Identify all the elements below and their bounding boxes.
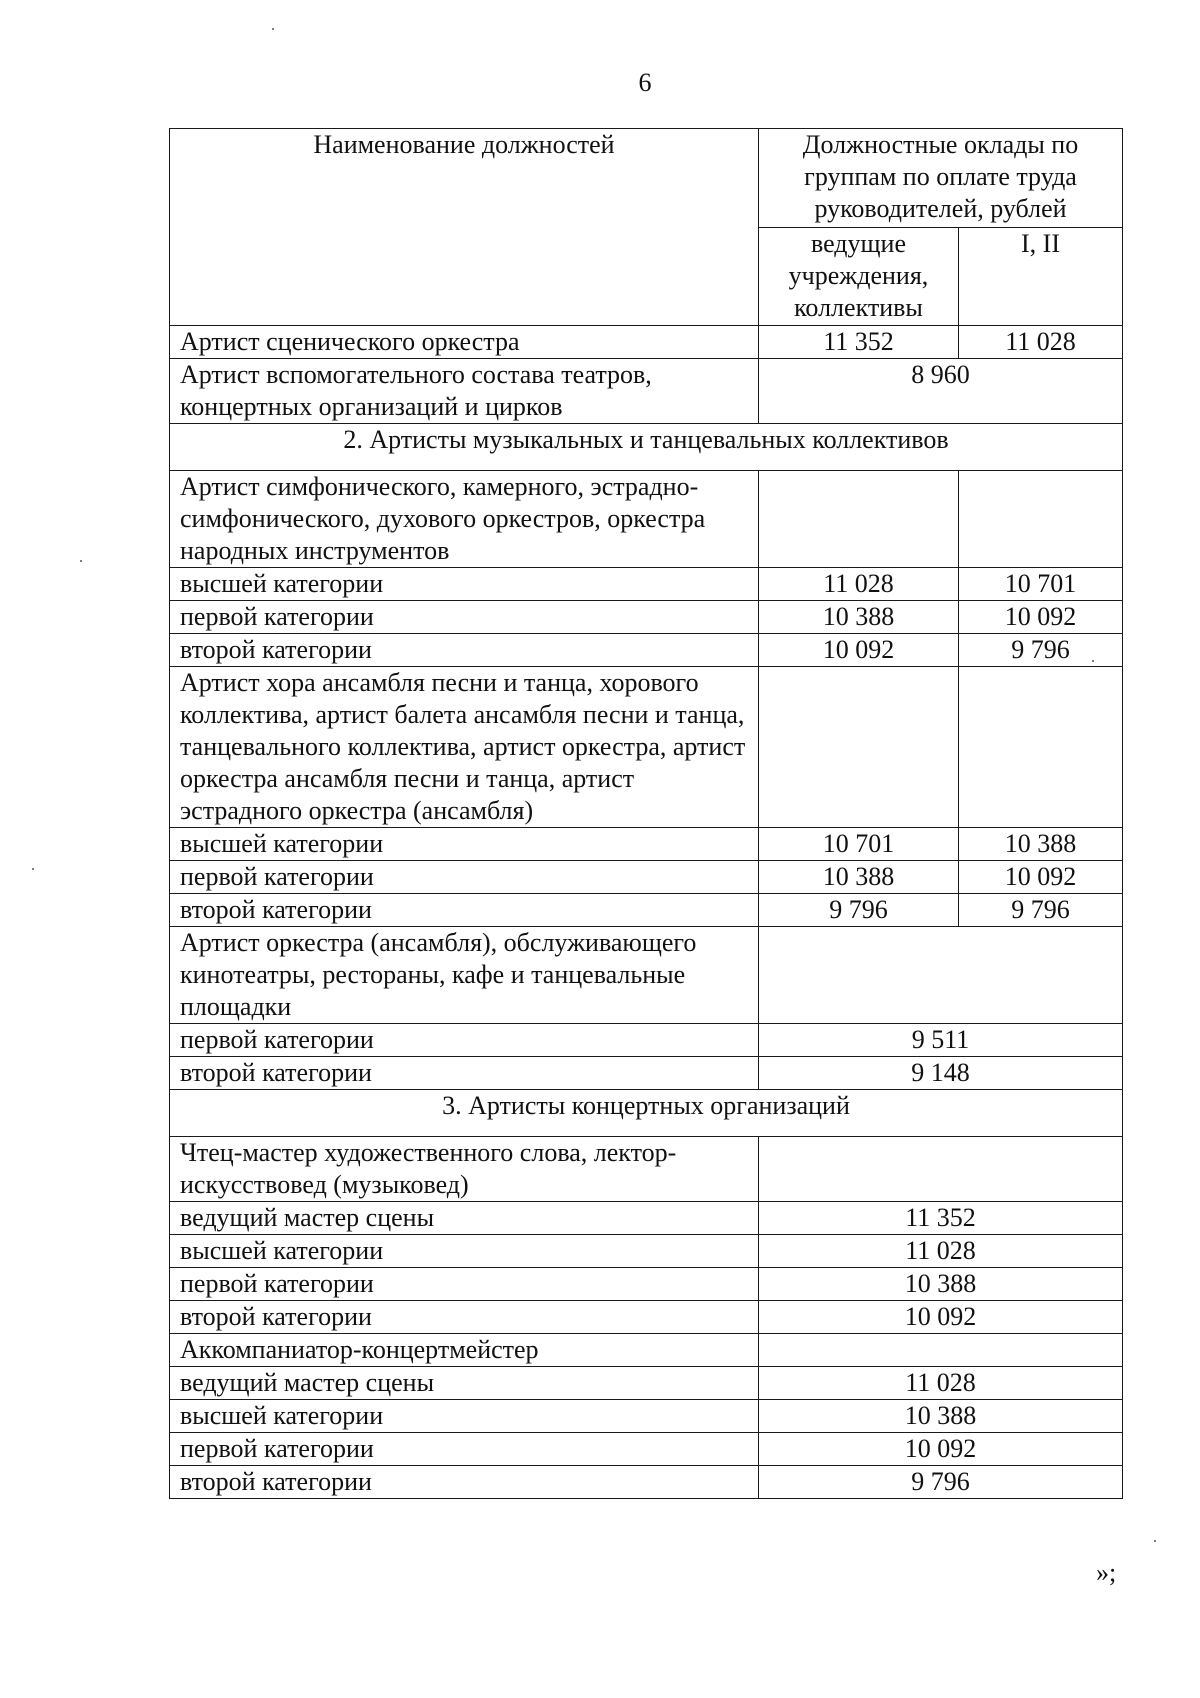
row-value-group: 10 092: [959, 861, 1123, 894]
row-value-group: 9 796: [959, 634, 1123, 667]
row-value-leading: 10 701: [759, 828, 959, 861]
row-value-group: 10 388: [959, 828, 1123, 861]
row-label: ведущий мастер сцены: [170, 1367, 759, 1400]
row-value-group: 10 701: [959, 568, 1123, 601]
empty-cell: [759, 471, 959, 568]
row-label: второй категории: [170, 1301, 759, 1334]
scan-speck: [1092, 660, 1094, 662]
row-label: второй категории: [170, 1057, 759, 1090]
scan-speck: [272, 28, 274, 30]
page-number: 6: [638, 68, 652, 97]
row-label: Артист сценического оркестра: [170, 326, 759, 359]
row-value-merged: 9 148: [759, 1057, 1123, 1090]
row-label: второй категории: [170, 1466, 759, 1499]
row-value-group: 10 092: [959, 601, 1123, 634]
row-value-leading: 11 028: [759, 568, 959, 601]
row-label: Артист симфонического, камерного, эстрадно-симфонического, духового оркестров, оркестра народных инструментов: [170, 471, 759, 568]
row-label: Чтец-мастер художественного слова, лектор-искусствовед (музыковед): [170, 1137, 759, 1202]
row-label: высшей категории: [170, 1235, 759, 1268]
row-label: второй категории: [170, 894, 759, 927]
row-value-merged: 9 511: [759, 1024, 1123, 1057]
header-leading-institutions: ведущие учреждения, коллективы: [759, 227, 959, 326]
row-value-merged: 10 388: [759, 1400, 1123, 1433]
empty-cell: [959, 667, 1123, 828]
row-label: первой категории: [170, 1268, 759, 1301]
row-value-merged: 8 960: [759, 359, 1123, 424]
row-value-leading: 11 352: [759, 326, 959, 359]
scan-speck: [1154, 1540, 1156, 1542]
salary-table: [169, 128, 1123, 1499]
row-label: Артист оркестра (ансамбля), обслуживающего кинотеатры, рестораны, кафе и танцевальные площадки: [170, 927, 759, 1024]
row-value-merged: 10 388: [759, 1268, 1123, 1301]
row-label: первой категории: [170, 601, 759, 634]
row-value-leading: 10 388: [759, 601, 959, 634]
row-label: второй категории: [170, 634, 759, 667]
row-value-leading: 9 796: [759, 894, 959, 927]
row-value-merged: 10 092: [759, 1301, 1123, 1334]
row-value-merged: 11 352: [759, 1202, 1123, 1235]
row-value-leading: 10 092: [759, 634, 959, 667]
row-value-merged: 10 092: [759, 1433, 1123, 1466]
empty-cell: [759, 1334, 1123, 1367]
row-value-leading: 10 388: [759, 861, 959, 894]
header-salary-groups: Должностные оклады по группам по оплате труда руководителей, рублей: [759, 129, 1123, 228]
empty-cell: [959, 471, 1123, 568]
row-label: первой категории: [170, 861, 759, 894]
row-value-merged: 9 796: [759, 1466, 1123, 1499]
row-label: ведущий мастер сцены: [170, 1202, 759, 1235]
row-label: высшей категории: [170, 828, 759, 861]
row-value-merged: 11 028: [759, 1367, 1123, 1400]
row-label: первой категории: [170, 1024, 759, 1057]
row-label: Аккомпаниатор-концертмейстер: [170, 1334, 759, 1367]
row-label: высшей категории: [170, 1400, 759, 1433]
row-label: первой категории: [170, 1433, 759, 1466]
empty-cell: [759, 1137, 1123, 1202]
header-group-1-2: I, II: [959, 227, 1123, 326]
section-heading-2: 2. Артисты музыкальных и танцевальных коллективов: [170, 424, 1123, 471]
header-positions: Наименование должностей: [170, 129, 759, 326]
scan-speck: [80, 560, 82, 562]
row-value-group: 11 028: [959, 326, 1123, 359]
row-value-group: 9 796: [959, 894, 1123, 927]
closing-quote-mark: »;: [1096, 1558, 1117, 1587]
scan-speck: [32, 868, 34, 870]
empty-cell: [759, 667, 959, 828]
row-label: Артист вспомогательного состава театров, концертных организаций и цирков: [170, 359, 759, 424]
row-label: Артист хора ансамбля песни и танца, хорового коллектива, артист балета ансамбля песни и танца, танцевального коллектива, артист оркестра, артист оркестра ансамбля песни и танца, артист эстрадного оркестра (ансамбля): [170, 667, 759, 828]
section-heading-3: 3. Артисты концертных организаций: [170, 1090, 1123, 1137]
empty-cell: [759, 927, 1123, 1024]
row-value-merged: 11 028: [759, 1235, 1123, 1268]
row-label: высшей категории: [170, 568, 759, 601]
